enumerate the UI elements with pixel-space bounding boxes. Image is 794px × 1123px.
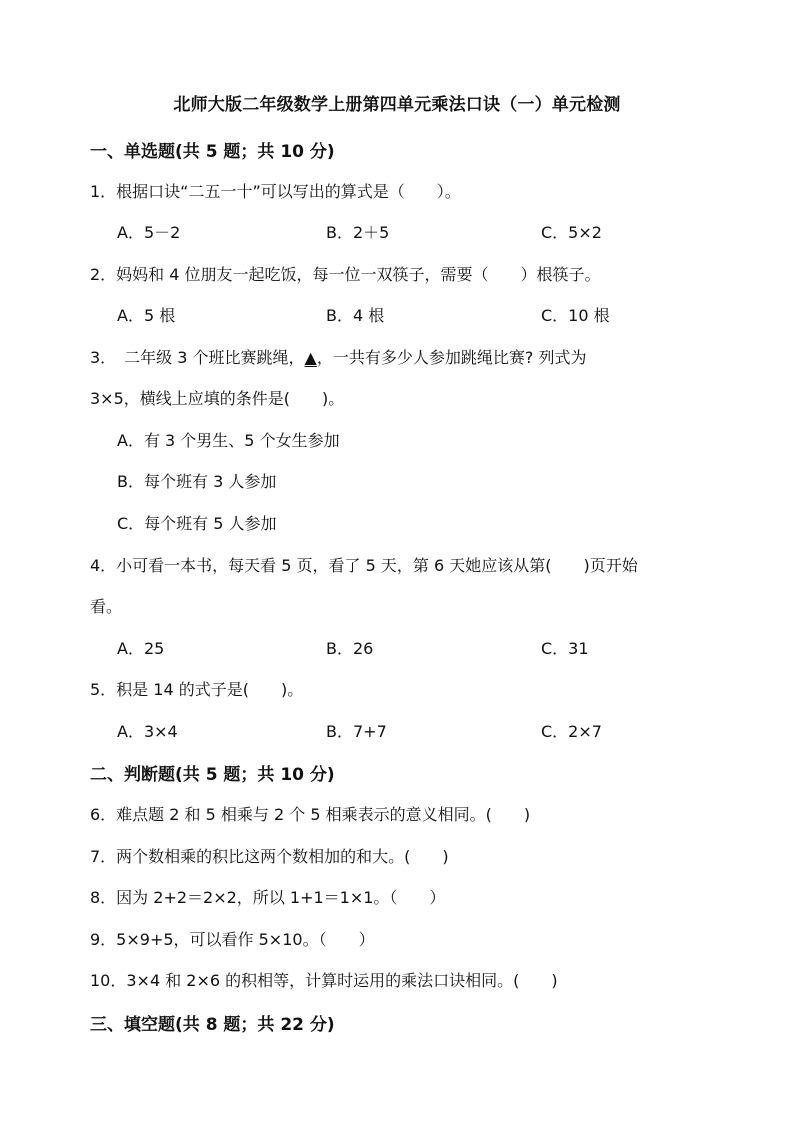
question-1-option-a: A．5－2 [117, 223, 181, 242]
question-9: 9．5×9+5，可以看作 5×10。（ ） [90, 930, 375, 949]
question-7: 7．两个数相乘的积比这两个数相加的和大。( ) [90, 847, 449, 866]
question-3-stem [90, 345, 586, 368]
question-3-option-b: B．每个班有 3 人参加 [117, 472, 277, 491]
question-4-stem: 4．小可看一本书，每天看 5 页，看了 5 天，第 6 天她应该从第( )页开始 [90, 556, 638, 575]
question-3-option-c: C．每个班有 5 人参加 [117, 514, 277, 533]
question-4-option-c: C．31 [541, 639, 589, 658]
section-heading-single-choice: 一、单选题(共 5 题；共 10 分) [90, 142, 335, 162]
question-6: 6．难点题 2 和 5 相乘与 2 个 5 相乘表示的意义相同。( ) [90, 805, 531, 824]
question-5-stem: 5．积是 14 的式子是( )。 [90, 680, 304, 699]
page-title: 北师大版二年级数学上册第四单元乘法口诀（一）单元检测 [173, 95, 621, 115]
section-heading-true-false: 二、判断题(共 5 题；共 10 分) [90, 765, 335, 785]
question-5-option-a: A．3×4 [117, 722, 178, 741]
question-4-option-b: B．26 [326, 639, 374, 658]
question-2-stem: 2．妈妈和 4 位朋友一起吃饭，每一位一双筷子，需要（ ）根筷子。 [90, 265, 601, 284]
question-1-stem: 1．根据口诀“二五一十”可以写出的算式是（ ）。 [90, 182, 461, 201]
question-4-stem-line2: 看。 [90, 597, 123, 616]
question-5-option-c: C．2×7 [541, 722, 602, 741]
question-10: 10．3×4 和 2×6 的积相等，计算时运用的乘法口诀相同。( ) [90, 971, 558, 990]
question-3-stem-line2: 3×5，横线上应填的条件是( )。 [90, 389, 345, 408]
question-3-option-a: A．有 3 个男生、5 个女生参加 [117, 431, 340, 450]
question-3-stem-after: ，一共有多少人参加跳绳比赛? 列式为 [316, 348, 587, 367]
question-2-option-a: A．5 根 [117, 306, 176, 325]
triangle-marker-icon: ▲ [304, 348, 317, 367]
section-heading-fill-in: 三、填空题(共 8 题；共 22 分) [90, 1015, 335, 1035]
question-8: 8．因为 2+2＝2×2，所以 1+1＝1×1。（ ） [90, 888, 446, 907]
question-5-option-b: B．7+7 [326, 722, 387, 741]
question-3-stem-before: 3． 二年级 3 个班比赛跳绳， [90, 348, 305, 367]
question-1-option-c: C．5×2 [541, 223, 602, 242]
question-2-option-c: C．10 根 [541, 306, 610, 325]
question-1-option-b: B．2＋5 [326, 223, 390, 242]
question-2-option-b: B．4 根 [326, 306, 385, 325]
question-4-option-a: A．25 [117, 639, 165, 658]
